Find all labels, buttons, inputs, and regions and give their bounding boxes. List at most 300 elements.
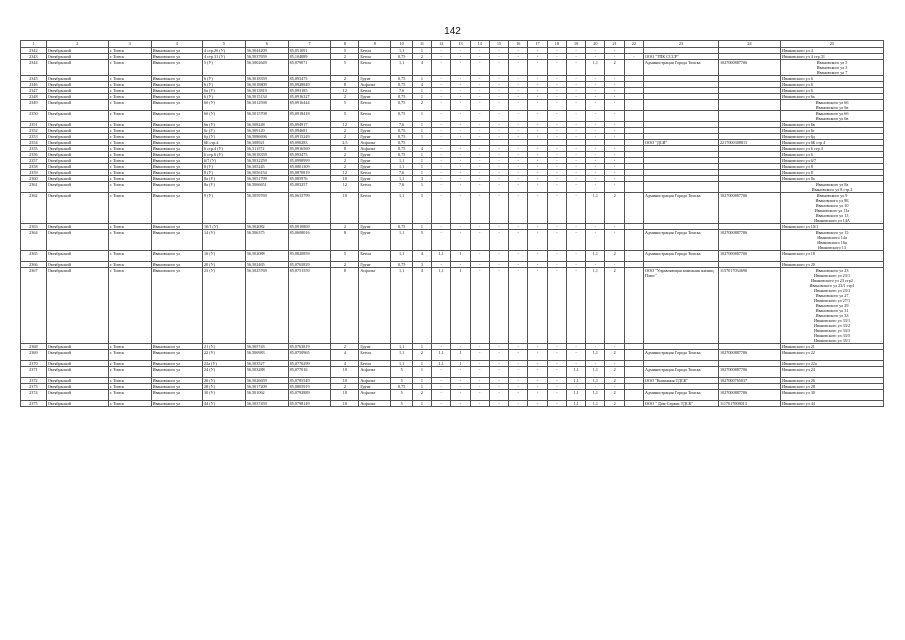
table-cell: Ивановского ул xyxy=(151,401,202,407)
table-cell: Ивановского ул 30 xyxy=(781,390,884,401)
table-cell: - xyxy=(489,88,508,94)
table-row xyxy=(21,390,884,401)
table-cell: 5 xyxy=(412,230,431,251)
table-cell: Ивановского ул 24 xyxy=(781,367,884,378)
table-cell: 1 xyxy=(451,268,470,344)
table-row xyxy=(21,268,884,344)
table-cell: Октябрьский xyxy=(46,128,108,134)
table-cell: - xyxy=(547,230,566,251)
table-cell: - xyxy=(528,88,547,94)
table-cell: - xyxy=(547,134,566,140)
table-cell: - xyxy=(528,134,547,140)
address-line: Ивановского ул 23/1 xyxy=(813,273,851,278)
table-cell: 2359 xyxy=(21,170,47,176)
table-cell: 1 xyxy=(412,361,431,367)
table-cell: 1 xyxy=(412,128,431,134)
table-cell: 85,0870819 xyxy=(288,170,331,176)
address-line: Ивановского ул 33/3 xyxy=(813,328,851,333)
table-cell: - xyxy=(489,134,508,140)
table-cell: - xyxy=(586,262,605,268)
table-row xyxy=(21,350,884,361)
table-cell: - xyxy=(432,88,451,94)
table-cell: 8 xyxy=(331,230,359,251)
table-cell: 6 (У) xyxy=(203,82,246,88)
table-cell: 1 xyxy=(451,350,470,361)
table-cell xyxy=(624,367,643,378)
table-cell: г. Томск xyxy=(108,48,151,54)
address-line: Ивановского ул 27 xyxy=(815,293,849,298)
table-cell: - xyxy=(509,122,528,128)
table-cell: 56,508921 xyxy=(245,140,288,146)
table-cell: - xyxy=(566,224,585,230)
address-line: Ивановского 14а xyxy=(817,235,847,240)
table-cell: 1157017034690 xyxy=(718,268,780,344)
table-cell: Ивановского ул 22 xyxy=(781,350,884,361)
table-cell: Октябрьский xyxy=(46,82,108,88)
table-cell: - xyxy=(605,94,624,100)
table-cell: - xyxy=(528,94,547,100)
table-cell: 1027000887706 xyxy=(718,230,780,251)
table-cell: Администрация Города Томска xyxy=(644,390,719,401)
table-cell: 56,5044209 xyxy=(245,48,288,54)
table-cell: Асфальт xyxy=(359,367,391,378)
table-cell: 6Б стр.4 xyxy=(203,140,246,146)
address-line: Ивановского ул 7 xyxy=(816,70,848,75)
table-cell: Ивановского ул 6 xyxy=(781,82,884,88)
table-cell: - xyxy=(528,384,547,390)
table-cell: Ивановского ул xyxy=(151,193,202,224)
table-cell: 2345 xyxy=(21,76,47,82)
table-cell: 21 (У) xyxy=(203,344,246,350)
table-cell: - xyxy=(566,230,585,251)
table-cell: - xyxy=(586,128,605,134)
table-cell: - xyxy=(470,128,489,134)
table-cell xyxy=(624,230,643,251)
table-cell: г. Томск xyxy=(108,268,151,344)
table-cell: - xyxy=(528,100,547,111)
address-line: Ивановского ул 31 xyxy=(815,308,849,313)
table-cell: 85,094681 xyxy=(288,128,331,134)
table-cell: Ивановского ул xyxy=(151,48,202,54)
table-cell: - xyxy=(489,268,508,344)
table-cell xyxy=(624,350,643,361)
table-cell: 1 xyxy=(412,401,431,407)
table-cell: - xyxy=(470,193,489,224)
table-cell: - xyxy=(605,88,624,94)
table-cell: 1,1 xyxy=(586,390,605,401)
table-cell: - xyxy=(586,111,605,122)
table-cell: - xyxy=(605,176,624,182)
table-cell: - xyxy=(586,230,605,251)
table-cell: г. Томск xyxy=(108,164,151,170)
table-cell: г. Томск xyxy=(108,140,151,146)
address-line: Ивановского ул 27/1 xyxy=(813,298,851,303)
table-cell: 2358 xyxy=(21,164,47,170)
table-cell: - xyxy=(432,176,451,182)
table-cell: 2342 xyxy=(21,48,47,54)
table-cell: г. Томск xyxy=(108,350,151,361)
table-cell: 5 xyxy=(391,367,412,378)
table-cell: 56,5017209 xyxy=(245,384,288,390)
table-cell: - xyxy=(547,48,566,54)
table-cell: - xyxy=(605,158,624,164)
table-cell: Ивановского ул 6а xyxy=(781,94,884,100)
table-cell: 56,508248 xyxy=(245,122,288,128)
table-cell: Асфальт xyxy=(359,82,391,88)
table-cell: 26 (У) xyxy=(203,378,246,384)
table-cell: Октябрьский xyxy=(46,193,108,224)
table-cell: г. Томск xyxy=(108,146,151,152)
table-cell: Ивановского ул 6/7 xyxy=(781,158,884,164)
column-header: 20 xyxy=(586,41,605,48)
table-cell: 2371 xyxy=(21,367,47,378)
table-cell: 56,5026659 xyxy=(245,378,288,384)
table-cell: - xyxy=(566,122,585,128)
table-cell: 0,75 xyxy=(391,94,412,100)
table-cell: - xyxy=(528,262,547,268)
table-cell: - xyxy=(566,350,585,361)
table-cell: 1,1 xyxy=(432,251,451,262)
table-cell: 1,1 xyxy=(586,251,605,262)
table-cell: - xyxy=(547,176,566,182)
table-cell: Октябрьский xyxy=(46,158,108,164)
table-cell xyxy=(781,60,884,76)
table-row xyxy=(21,193,884,224)
address-line: Ивановского ул 15 xyxy=(815,230,849,235)
address-line: Ивановского ул 9 xyxy=(816,193,848,198)
table-cell: - xyxy=(489,60,508,76)
column-header: 6 xyxy=(245,41,288,48)
table-cell: - xyxy=(470,170,489,176)
table-cell: Ивановского ул 6д xyxy=(781,134,884,140)
table-row xyxy=(21,60,884,76)
table-cell: г. Томск xyxy=(108,94,151,100)
table-cell: - xyxy=(489,344,508,350)
table-cell: 5 xyxy=(331,60,359,76)
table-cell: 85,093475 xyxy=(288,152,331,158)
table-cell: - xyxy=(489,176,508,182)
table-cell: 14 (У) xyxy=(203,230,246,251)
address-line: Ивановского ул 9Б xyxy=(815,198,849,203)
table-cell: Октябрьский xyxy=(46,164,108,170)
table-cell: - xyxy=(432,170,451,176)
table-cell: 85,0916327 xyxy=(288,94,331,100)
table-cell: 10 xyxy=(331,176,359,182)
table-cell: - xyxy=(470,94,489,100)
table-cell: Октябрьский xyxy=(46,384,108,390)
table-cell: - xyxy=(432,82,451,88)
table-cell: - xyxy=(586,82,605,88)
table-cell: г. Томск xyxy=(108,390,151,401)
table-cell: 1,1 xyxy=(391,268,412,344)
table-cell: 1,1 xyxy=(586,401,605,407)
table-cell: - xyxy=(451,230,470,251)
table-cell: 2 xyxy=(605,251,624,262)
address-line: Ивановского ул 11а xyxy=(814,208,850,213)
table-cell: - xyxy=(451,54,470,60)
table-cell: - xyxy=(528,128,547,134)
table-cell xyxy=(644,100,719,111)
table-cell: - xyxy=(566,128,585,134)
table-cell: г. Томск xyxy=(108,128,151,134)
table-cell: - xyxy=(547,367,566,378)
table-cell: - xyxy=(547,152,566,158)
table-cell: ООО "ДСИ" xyxy=(644,140,719,146)
table-cell: 2 xyxy=(412,100,431,111)
table-cell: Ивановского ул 6 xyxy=(781,152,884,158)
address-line: Ивановского ул 10 xyxy=(815,203,849,208)
address-line: Ивановского ул 23/1 стр1 xyxy=(809,283,855,288)
table-cell: 56,5066651 xyxy=(245,182,288,193)
table-cell: - xyxy=(489,100,508,111)
table-cell: - xyxy=(451,60,470,76)
table-cell: - xyxy=(547,88,566,94)
table-cell: Октябрьский xyxy=(46,182,108,193)
column-header: 5 xyxy=(203,41,246,48)
table-cell: - xyxy=(509,82,528,88)
table-cell: 5 xyxy=(331,251,359,262)
table-cell: - xyxy=(489,262,508,268)
table-cell: - xyxy=(586,182,605,193)
table-cell: - xyxy=(489,378,508,384)
table-cell: 1027000887706 xyxy=(718,193,780,224)
table-cell: 1 xyxy=(412,48,431,54)
table-cell: 56,5051799 xyxy=(245,176,288,182)
address-line: Ивановского ул 13 xyxy=(815,213,849,218)
table-cell xyxy=(781,100,884,111)
table-cell: 56,506983 xyxy=(245,350,288,361)
table-cell: - xyxy=(605,76,624,82)
table-cell: - xyxy=(547,146,566,152)
table-cell: Октябрьский xyxy=(46,152,108,158)
table-cell: 1 xyxy=(412,134,431,140)
table-cell: - xyxy=(547,164,566,170)
table-cell: Октябрьский xyxy=(46,54,108,60)
table-cell: - xyxy=(528,60,547,76)
table-cell: 56,503288 xyxy=(245,367,288,378)
table-cell: 2346 xyxy=(21,82,47,88)
table-cell: - xyxy=(509,54,528,60)
table-cell: - xyxy=(547,361,566,367)
table-cell: 2354 xyxy=(21,140,47,146)
table-cell: - xyxy=(528,193,547,224)
column-header: 24 xyxy=(718,41,780,48)
table-cell: - xyxy=(509,76,528,82)
table-cell: - xyxy=(470,76,489,82)
table-cell xyxy=(781,111,884,122)
table-cell: - xyxy=(509,94,528,100)
table-cell: Ивановского ул xyxy=(151,361,202,367)
table-cell: 2,5 xyxy=(331,140,359,146)
table-cell xyxy=(624,193,643,224)
table-row xyxy=(21,367,884,378)
table-cell: Октябрьский xyxy=(46,88,108,94)
table-cell: - xyxy=(528,401,547,407)
table-cell: 10 xyxy=(331,193,359,224)
table-cell: - xyxy=(528,224,547,230)
address-line: Ивановского ул 33/1 xyxy=(813,318,851,323)
table-cell: 56,5018809 xyxy=(245,82,288,88)
table-cell: 4 xyxy=(412,268,431,344)
table-cell: Ивановского ул xyxy=(151,158,202,164)
table-cell: 12 xyxy=(331,170,359,176)
column-number-row xyxy=(21,41,884,48)
table-cell: Ивановского ул xyxy=(151,170,202,176)
table-cell: 1,1 xyxy=(566,390,585,401)
table-cell: 2355 xyxy=(21,146,47,152)
table-cell: Ивановского ул xyxy=(151,140,202,146)
table-cell: 85,0798149 xyxy=(288,401,331,407)
table-cell: 10 xyxy=(331,378,359,384)
table-cell: - xyxy=(451,164,470,170)
table-cell: 23 (У) xyxy=(203,268,246,344)
table-cell: ООО "Компания ТДСК" xyxy=(644,378,719,384)
table-cell: 85,093185 xyxy=(288,88,331,94)
table-cell: Ивановского ул xyxy=(151,182,202,193)
table-cell: 8а (У) xyxy=(203,182,246,193)
table-cell: Октябрьский xyxy=(46,390,108,401)
table-cell: - xyxy=(509,164,528,170)
table-cell: 1 xyxy=(412,152,431,158)
table-cell: Бетон xyxy=(359,100,391,111)
table-cell: Бетон xyxy=(359,111,391,122)
table-cell: 12 xyxy=(331,122,359,128)
table-cell: - xyxy=(509,268,528,344)
table-cell: 85,0801309 xyxy=(288,164,331,170)
table-cell: - xyxy=(451,390,470,401)
table-cell: - xyxy=(509,384,528,390)
table-cell: - xyxy=(547,262,566,268)
table-cell xyxy=(781,268,884,344)
table-cell: Грунт xyxy=(359,94,391,100)
table-cell: 1,1 xyxy=(566,367,585,378)
table-cell: - xyxy=(547,350,566,361)
column-header: 23 xyxy=(644,41,719,48)
table-cell: 0,75 xyxy=(391,54,412,60)
column-header: 2 xyxy=(46,41,108,48)
table-cell: Ивановского ул xyxy=(151,134,202,140)
table-cell: 1 xyxy=(412,182,431,193)
table-cell: 85,0928849 xyxy=(288,82,331,88)
table-cell: Бетон xyxy=(359,170,391,176)
table-cell: Октябрьский xyxy=(46,48,108,54)
table-cell: - xyxy=(470,146,489,152)
table-cell: - xyxy=(470,158,489,164)
table-cell: 1 xyxy=(451,251,470,262)
table-cell: 2 xyxy=(331,164,359,170)
table-cell: - xyxy=(586,76,605,82)
table-cell: - xyxy=(509,390,528,401)
table-cell: - xyxy=(451,378,470,384)
table-cell: Грунт xyxy=(359,158,391,164)
table-cell: г. Томск xyxy=(108,134,151,140)
table-cell: - xyxy=(547,384,566,390)
table-cell: - xyxy=(566,94,585,100)
table-cell: - xyxy=(605,182,624,193)
table-cell: - xyxy=(432,401,451,407)
table-cell: - xyxy=(509,361,528,367)
table-cell: 2 xyxy=(331,134,359,140)
table-cell: 56,502082 xyxy=(245,224,288,230)
table-cell: г. Томск xyxy=(108,88,151,94)
table-cell: 2 xyxy=(331,152,359,158)
table-cell: - xyxy=(566,262,585,268)
table-cell: - xyxy=(432,262,451,268)
table-cell: 1027000887706 xyxy=(718,350,780,361)
table-cell: - xyxy=(489,230,508,251)
column-header: 16 xyxy=(509,41,528,48)
table-cell: 85,0918418 xyxy=(288,111,331,122)
column-header: 14 xyxy=(470,41,489,48)
table-cell: - xyxy=(528,176,547,182)
table-cell: г. Томск xyxy=(108,54,151,60)
table-cell: 10/1 (У) xyxy=(203,224,246,230)
table-cell: - xyxy=(547,76,566,82)
table-cell: 6/7 (У) xyxy=(203,158,246,164)
table-cell: 2 xyxy=(605,268,624,344)
table-cell: 2 xyxy=(412,390,431,401)
table-cell: - xyxy=(547,182,566,193)
table-cell: г. Томск xyxy=(108,251,151,262)
table-cell: 2 xyxy=(605,378,624,384)
table-cell: - xyxy=(432,94,451,100)
table-cell: 2 xyxy=(331,158,359,164)
table-cell: - xyxy=(509,111,528,122)
table-cell: Бетон xyxy=(359,54,391,60)
table-cell: 0,75 xyxy=(391,111,412,122)
table-cell: 8 xyxy=(331,82,359,88)
table-cell: 2 xyxy=(331,384,359,390)
table-cell: 2362 xyxy=(21,193,47,224)
table-cell: - xyxy=(489,152,508,158)
table-cell: 56,5032259 xyxy=(245,158,288,164)
table-cell: Ивановского ул xyxy=(151,344,202,350)
table-cell: г. Томск xyxy=(108,230,151,251)
table-cell: - xyxy=(509,350,528,361)
table-cell: Октябрьский xyxy=(46,76,108,82)
table-cell: 1,1 xyxy=(586,193,605,224)
table-cell: Ивановского ул xyxy=(151,54,202,60)
table-cell: 1,1 xyxy=(586,268,605,344)
table-cell: - xyxy=(489,164,508,170)
table-cell: 0,75 xyxy=(391,134,412,140)
table-cell: Ивановского ул 8а xyxy=(781,176,884,182)
table-cell: 4 стр.2б (У) xyxy=(203,48,246,54)
table-cell: - xyxy=(547,251,566,262)
table-cell: 56,5059769 xyxy=(245,193,288,224)
table-cell: Администрация Города Томска xyxy=(644,230,719,251)
table-cell: г. Томск xyxy=(108,82,151,88)
table-cell: - xyxy=(470,384,489,390)
table-cell: - xyxy=(470,390,489,401)
table-cell: 2373 xyxy=(21,384,47,390)
table-cell: - xyxy=(566,158,585,164)
table-cell: 85,0916444 xyxy=(288,100,331,111)
table-cell: Ивановского ул 21 xyxy=(781,344,884,350)
table-cell: 0,75 xyxy=(391,152,412,158)
table-cell: - xyxy=(451,128,470,134)
table-cell: - xyxy=(547,193,566,224)
table-cell: Ивановского ул 6г xyxy=(781,128,884,134)
table-cell: 2343 xyxy=(21,54,47,60)
table-cell: - xyxy=(432,224,451,230)
table-cell: - xyxy=(566,82,585,88)
table-cell: - xyxy=(547,94,566,100)
table-cell: Октябрьский xyxy=(46,60,108,76)
table-cell: - xyxy=(489,82,508,88)
table-cell: - xyxy=(509,152,528,158)
table-cell: - xyxy=(566,384,585,390)
